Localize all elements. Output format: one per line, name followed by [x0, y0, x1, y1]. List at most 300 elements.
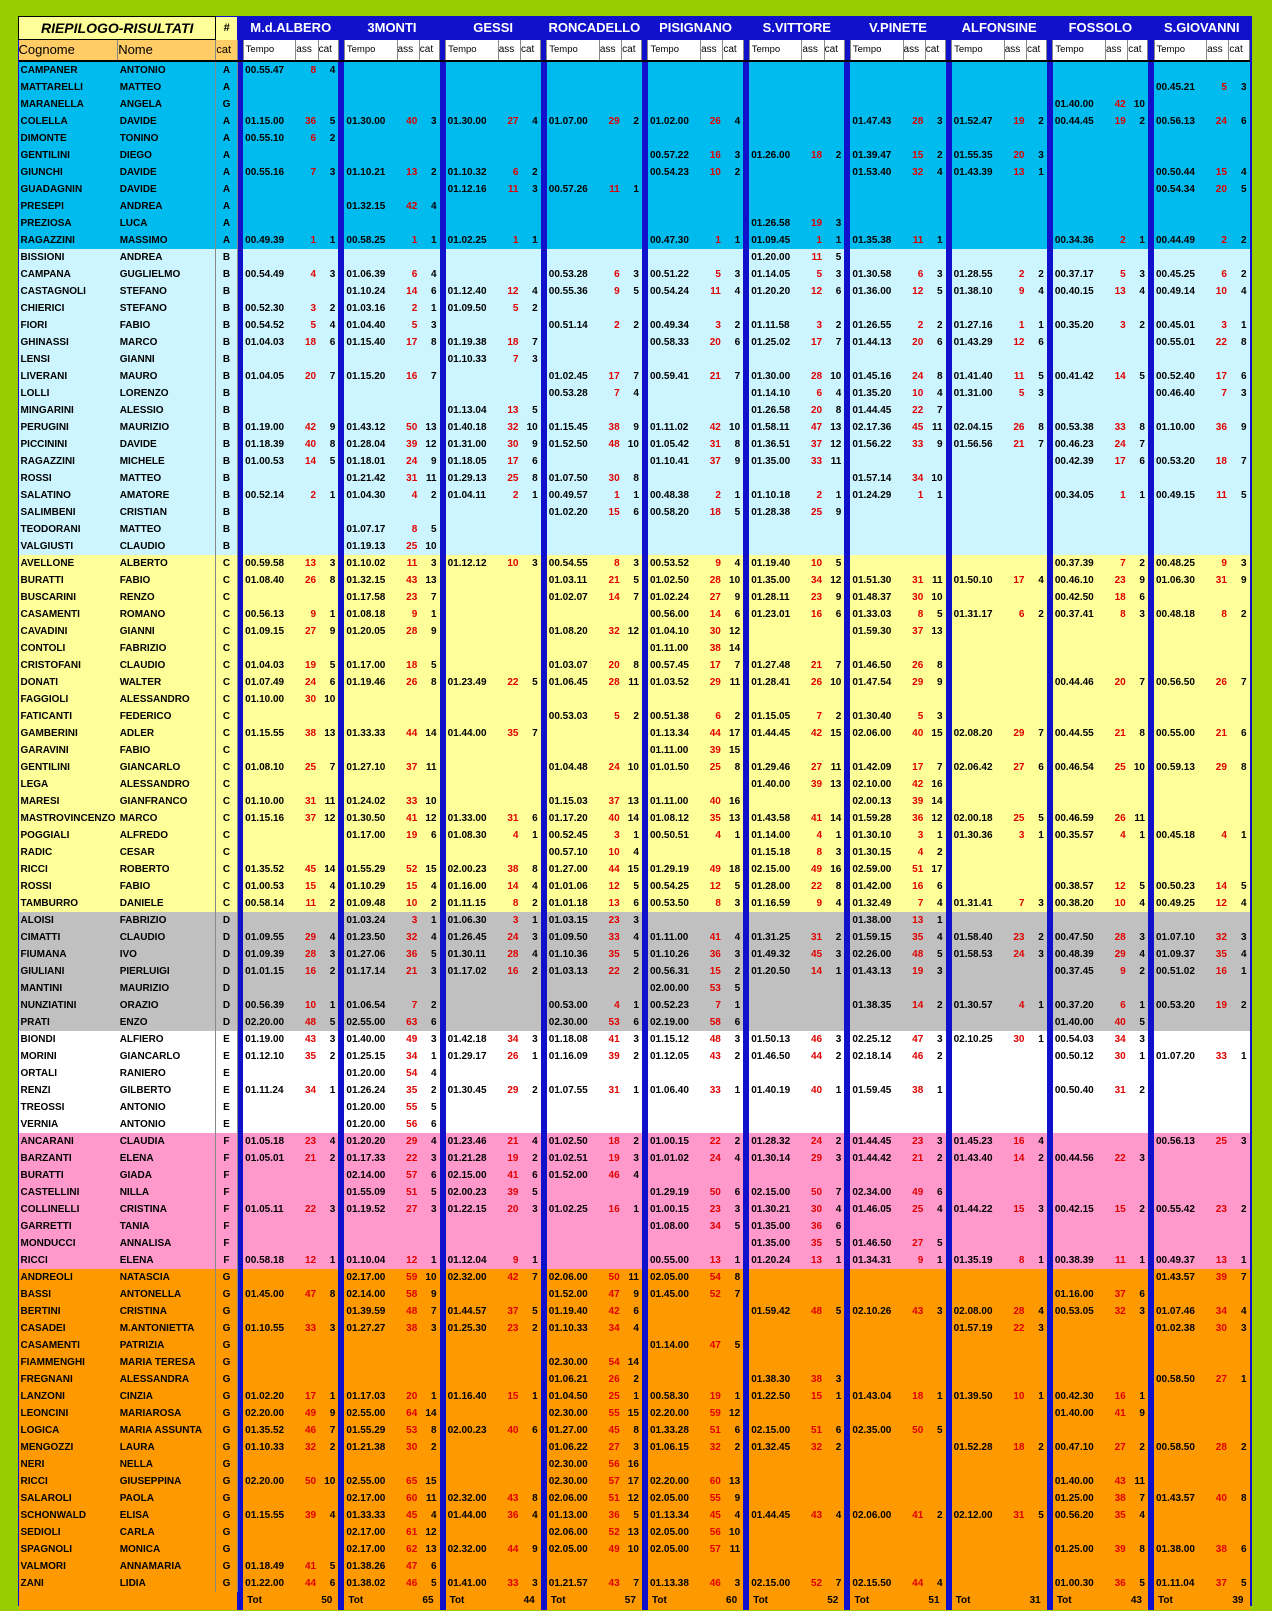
- result-category-position: 2: [824, 317, 844, 334]
- result-overall-position: 30: [701, 623, 723, 640]
- result-category-position: [520, 61, 540, 79]
- result-overall-position: [397, 640, 419, 657]
- result-overall-position: [1105, 1320, 1127, 1337]
- table-row: [19, 1099, 1250, 1116]
- result-time: 01.28.04: [344, 436, 397, 453]
- result-overall-position: 14: [701, 606, 723, 623]
- table-row: [19, 249, 1250, 266]
- result-time: [952, 912, 1005, 929]
- result-overall-position: 6: [802, 385, 824, 402]
- result-category-position: 8: [723, 759, 743, 776]
- athlete-surname: GHINASSI: [19, 334, 118, 351]
- athlete-name: ADLER: [118, 725, 216, 742]
- result-overall-position: [802, 1320, 824, 1337]
- athlete-category: G: [216, 1575, 237, 1592]
- result-category-position: 1: [419, 1252, 439, 1269]
- result-overall-position: 49: [903, 1184, 925, 1201]
- result-time: [952, 623, 1005, 640]
- result-category-position: 1: [925, 912, 945, 929]
- result-time: [446, 776, 499, 793]
- result-time: [446, 215, 499, 232]
- result-overall-position: [1004, 1116, 1026, 1133]
- result-category-position: 11: [1128, 810, 1148, 827]
- result-overall-position: 28: [1207, 1439, 1229, 1456]
- result-overall-position: [1207, 1456, 1229, 1473]
- result-category-position: [318, 1218, 338, 1235]
- race-name: V.PINETE: [850, 17, 945, 40]
- result-time: 01.22.15: [446, 1201, 499, 1218]
- result-overall-position: [1207, 61, 1229, 79]
- result-category-position: 5: [723, 504, 743, 521]
- result-category-position: [723, 1065, 743, 1082]
- result-overall-position: 38: [599, 419, 621, 436]
- result-time: [1053, 1235, 1106, 1252]
- result-category-position: 3: [1229, 1320, 1250, 1337]
- result-category-position: [723, 198, 743, 215]
- result-overall-position: 35: [296, 1048, 318, 1065]
- result-category-position: 4: [1128, 1507, 1148, 1524]
- result-time: [1053, 776, 1106, 793]
- result-overall-position: 12: [296, 1252, 318, 1269]
- result-overall-position: 54: [701, 1269, 723, 1286]
- header-ass: ass: [599, 40, 621, 62]
- result-time: [547, 351, 600, 368]
- result-time: 01.12.05: [648, 1048, 701, 1065]
- result-time: [952, 453, 1005, 470]
- table-row: [19, 1507, 1250, 1524]
- result-time: [243, 1065, 296, 1082]
- result-overall-position: 1: [296, 232, 318, 249]
- result-time: 01.03.13: [547, 963, 600, 980]
- result-category-position: 9: [1128, 1405, 1148, 1422]
- result-category-position: [520, 1235, 540, 1252]
- result-time: 01.52.00: [547, 1167, 600, 1184]
- result-time: 02.15.00: [446, 1167, 499, 1184]
- result-category-position: [1128, 470, 1148, 487]
- athlete-name: DAVIDE: [118, 181, 216, 198]
- result-category-position: 2: [824, 147, 844, 164]
- result-overall-position: 20: [599, 657, 621, 674]
- result-time: [1053, 912, 1106, 929]
- race-name: M.d.ALBERO: [243, 17, 338, 40]
- result-time: 01.33.33: [344, 725, 397, 742]
- result-category-position: [925, 1116, 945, 1133]
- result-time: 01.07.20: [1154, 1048, 1207, 1065]
- result-overall-position: 25: [903, 1201, 925, 1218]
- result-time: 01.38.00: [850, 912, 903, 929]
- result-time: [749, 1269, 802, 1286]
- result-category-position: 5: [925, 606, 945, 623]
- result-time: 01.52.00: [547, 1286, 600, 1303]
- result-category-position: 4: [1229, 946, 1250, 963]
- result-time: 01.13.04: [446, 402, 499, 419]
- result-category-position: 2: [419, 487, 439, 504]
- result-overall-position: [397, 504, 419, 521]
- athlete-category: G: [216, 1422, 237, 1439]
- result-time: [446, 61, 499, 79]
- result-category-position: 3: [925, 1133, 945, 1150]
- result-category-position: 4: [1229, 895, 1250, 912]
- result-category-position: [1026, 232, 1046, 249]
- result-overall-position: [903, 1167, 925, 1184]
- result-time: 01.01.02: [648, 1150, 701, 1167]
- result-category-position: [520, 504, 540, 521]
- result-category-position: 1: [520, 487, 540, 504]
- athlete-category: B: [216, 436, 237, 453]
- result-overall-position: [802, 912, 824, 929]
- result-overall-position: 7: [903, 895, 925, 912]
- result-category-position: [1026, 1167, 1046, 1184]
- result-overall-position: 44: [498, 1541, 520, 1558]
- result-category-position: [1128, 1065, 1148, 1082]
- athlete-category: G: [216, 1490, 237, 1507]
- result-overall-position: 29: [1105, 946, 1127, 963]
- result-category-position: [622, 147, 642, 164]
- result-time: 01.06.30: [446, 912, 499, 929]
- result-category-position: 9: [318, 419, 338, 436]
- result-overall-position: 3: [498, 912, 520, 929]
- result-time: 01.30.45: [446, 1082, 499, 1099]
- result-overall-position: 5: [1105, 266, 1127, 283]
- result-time: [1053, 249, 1106, 266]
- result-time: 01.45.00: [243, 1286, 296, 1303]
- result-category-position: [824, 691, 844, 708]
- result-category-position: 3: [318, 555, 338, 572]
- athlete-surname: LIVERANI: [19, 368, 118, 385]
- result-category-position: [1128, 402, 1148, 419]
- result-category-position: [1229, 1405, 1250, 1422]
- result-category-position: 4: [1026, 1133, 1046, 1150]
- result-overall-position: [903, 742, 925, 759]
- result-time: [1154, 436, 1207, 453]
- result-category-position: [520, 691, 540, 708]
- result-overall-position: 10: [1105, 895, 1127, 912]
- result-overall-position: [498, 368, 520, 385]
- result-overall-position: 5: [498, 300, 520, 317]
- race-name: PISIGNANO: [648, 17, 743, 40]
- result-time: 01.06.30: [1154, 572, 1207, 589]
- result-category-position: 4: [520, 1133, 540, 1150]
- athlete-category: F: [216, 1167, 237, 1184]
- result-time: [850, 181, 903, 198]
- result-time: [446, 1524, 499, 1541]
- result-category-position: 1: [520, 232, 540, 249]
- athlete-category: E: [216, 1082, 237, 1099]
- result-category-position: 6: [723, 1014, 743, 1031]
- result-overall-position: 44: [296, 1575, 318, 1592]
- result-time: 01.17.00: [344, 657, 397, 674]
- result-time: 01.52.47: [952, 113, 1005, 130]
- result-category-position: [824, 351, 844, 368]
- result-overall-position: 21: [802, 657, 824, 674]
- result-category-position: [723, 1116, 743, 1133]
- result-category-position: 7: [1229, 453, 1250, 470]
- result-category-position: 2: [925, 844, 945, 861]
- result-time: 01.26.58: [749, 402, 802, 419]
- result-time: [850, 61, 903, 79]
- result-category-position: 7: [1128, 674, 1148, 691]
- result-category-position: [723, 351, 743, 368]
- table-row: [19, 1235, 1250, 1252]
- result-category-position: [723, 691, 743, 708]
- athlete-surname: CRISTOFANI: [19, 657, 118, 674]
- result-time: 00.49.15: [1154, 487, 1207, 504]
- result-category-position: [318, 742, 338, 759]
- result-category-position: 2: [1128, 963, 1148, 980]
- result-category-position: 2: [824, 1048, 844, 1065]
- result-time: [1053, 1371, 1106, 1388]
- result-overall-position: [1105, 1354, 1127, 1371]
- result-overall-position: 58: [701, 1014, 723, 1031]
- athlete-name: FABRIZIO: [118, 640, 216, 657]
- result-category-position: 4: [419, 1507, 439, 1524]
- result-time: 02.15.00: [749, 1184, 802, 1201]
- result-category-position: [419, 215, 439, 232]
- result-overall-position: 29: [296, 929, 318, 946]
- result-time: [446, 198, 499, 215]
- result-category-position: [925, 1541, 945, 1558]
- table-row: [19, 861, 1250, 878]
- result-category-position: [723, 79, 743, 96]
- athlete-surname: RENZI: [19, 1082, 118, 1099]
- athlete-name: M.ANTONIETTA: [118, 1320, 216, 1337]
- result-time: [344, 79, 397, 96]
- result-time: 00.59.13: [1154, 759, 1207, 776]
- table-row: [19, 232, 1250, 249]
- result-overall-position: [1004, 1286, 1026, 1303]
- result-category-position: 2: [318, 963, 338, 980]
- result-time: [952, 691, 1005, 708]
- result-time: [1053, 708, 1106, 725]
- result-overall-position: 46: [296, 1422, 318, 1439]
- table-row: [19, 300, 1250, 317]
- result-overall-position: 4: [397, 487, 419, 504]
- result-overall-position: 31: [296, 793, 318, 810]
- result-time: 01.45.16: [850, 368, 903, 385]
- result-overall-position: [498, 1439, 520, 1456]
- result-overall-position: [599, 521, 621, 538]
- header-tempo: Tempo: [850, 40, 903, 62]
- result-time: [749, 997, 802, 1014]
- result-category-position: 2: [520, 1150, 540, 1167]
- result-category-position: [1229, 1524, 1250, 1541]
- athlete-surname: GIUNCHI: [19, 164, 118, 181]
- total-label: Tot: [1154, 1592, 1207, 1610]
- result-time: [547, 1252, 600, 1269]
- result-category-position: [824, 1524, 844, 1541]
- table-row: [19, 1082, 1250, 1099]
- result-overall-position: 7: [498, 351, 520, 368]
- result-time: 01.30.11: [446, 946, 499, 963]
- result-time: [547, 1558, 600, 1575]
- result-time: [952, 640, 1005, 657]
- result-overall-position: 14: [498, 878, 520, 895]
- result-time: 01.38.02: [344, 1575, 397, 1592]
- result-overall-position: [599, 1099, 621, 1116]
- result-time: [749, 61, 802, 79]
- result-overall-position: 10: [599, 844, 621, 861]
- result-category-position: [1128, 980, 1148, 997]
- result-time: 01.56.22: [850, 436, 903, 453]
- result-time: [952, 1048, 1005, 1065]
- hash-cell: #: [216, 17, 237, 40]
- result-time: [547, 1065, 600, 1082]
- result-category-position: 9: [419, 623, 439, 640]
- result-overall-position: [1105, 640, 1127, 657]
- athlete-category: A: [216, 181, 237, 198]
- result-overall-position: 35: [701, 810, 723, 827]
- result-overall-position: [903, 1524, 925, 1541]
- result-time: [1154, 521, 1207, 538]
- result-time: [749, 1456, 802, 1473]
- result-overall-position: [903, 1014, 925, 1031]
- athlete-name: MICHELE: [118, 453, 216, 470]
- athlete-surname: CIMATTI: [19, 929, 118, 946]
- athlete-surname: MARESI: [19, 793, 118, 810]
- result-overall-position: 12: [397, 1252, 419, 1269]
- result-time: 01.39.47: [850, 147, 903, 164]
- result-time: 01.57.14: [850, 470, 903, 487]
- result-category-position: 10: [622, 436, 642, 453]
- result-category-position: [520, 1473, 540, 1490]
- result-category-position: [1128, 742, 1148, 759]
- result-time: [952, 1218, 1005, 1235]
- result-category-position: 1: [318, 487, 338, 504]
- result-time: 01.07.00: [547, 113, 600, 130]
- result-time: 01.10.24: [344, 283, 397, 300]
- result-time: 01.04.48: [547, 759, 600, 776]
- result-time: 01.19.40: [749, 555, 802, 572]
- result-overall-position: 19: [599, 1150, 621, 1167]
- result-category-position: [925, 1320, 945, 1337]
- result-time: [1053, 1116, 1106, 1133]
- result-overall-position: 14: [903, 997, 925, 1014]
- result-time: [952, 878, 1005, 895]
- result-time: 01.10.00: [243, 793, 296, 810]
- athlete-surname: FIUMANA: [19, 946, 118, 963]
- result-time: 01.16.09: [547, 1048, 600, 1065]
- result-category-position: 4: [723, 113, 743, 130]
- result-category-position: [1026, 61, 1046, 79]
- result-time: 01.15.45: [547, 419, 600, 436]
- result-category-position: [723, 1320, 743, 1337]
- result-time: 01.05.42: [648, 436, 701, 453]
- result-category-position: [723, 1167, 743, 1184]
- result-overall-position: 29: [903, 674, 925, 691]
- result-time: [648, 96, 701, 113]
- result-category-position: [622, 1252, 642, 1269]
- athlete-category: F: [216, 1184, 237, 1201]
- result-category-position: [925, 1286, 945, 1303]
- table-row: [19, 1388, 1250, 1405]
- result-overall-position: [802, 742, 824, 759]
- result-category-position: [824, 980, 844, 997]
- result-category-position: 4: [318, 317, 338, 334]
- result-overall-position: [1004, 674, 1026, 691]
- result-time: 02.32.00: [446, 1541, 499, 1558]
- result-overall-position: 17: [498, 453, 520, 470]
- result-time: [344, 1218, 397, 1235]
- result-overall-position: [1105, 912, 1127, 929]
- result-overall-position: [1207, 912, 1229, 929]
- result-time: 00.52.45: [547, 827, 600, 844]
- result-time: [1154, 1167, 1207, 1184]
- result-category-position: [723, 1456, 743, 1473]
- result-overall-position: [1207, 1099, 1229, 1116]
- result-category-position: [1128, 147, 1148, 164]
- athlete-category: D: [216, 980, 237, 997]
- table-row: [19, 1558, 1250, 1575]
- result-overall-position: 50: [599, 1269, 621, 1286]
- result-time: [243, 1167, 296, 1184]
- result-category-position: 2: [1026, 113, 1046, 130]
- result-time: [648, 1116, 701, 1133]
- result-time: 01.58.53: [952, 946, 1005, 963]
- result-category-position: [1128, 640, 1148, 657]
- result-time: 01.25.15: [344, 1048, 397, 1065]
- result-time: 01.09.50: [547, 929, 600, 946]
- result-overall-position: [296, 1099, 318, 1116]
- result-time: 01.40.00: [1053, 1405, 1106, 1422]
- result-category-position: 2: [925, 1150, 945, 1167]
- result-category-position: [925, 1456, 945, 1473]
- result-time: 01.03.11: [547, 572, 600, 589]
- result-category-position: 1: [1026, 317, 1046, 334]
- result-category-position: 3: [622, 1150, 642, 1167]
- result-overall-position: 20: [802, 402, 824, 419]
- result-category-position: 10: [925, 470, 945, 487]
- result-category-position: 5: [925, 1422, 945, 1439]
- result-time: [1053, 1524, 1106, 1541]
- result-overall-position: 39: [296, 1507, 318, 1524]
- result-overall-position: [1207, 640, 1229, 657]
- result-category-position: 12: [824, 436, 844, 453]
- result-category-position: 1: [622, 997, 642, 1014]
- result-time: 01.13.34: [648, 725, 701, 742]
- result-time: [749, 130, 802, 147]
- result-time: [749, 1167, 802, 1184]
- result-category-position: [520, 215, 540, 232]
- result-overall-position: 8: [802, 844, 824, 861]
- result-time: [1154, 861, 1207, 878]
- result-category-position: 5: [1128, 1014, 1148, 1031]
- athlete-category: B: [216, 317, 237, 334]
- result-category-position: 13: [419, 419, 439, 436]
- result-overall-position: 2: [1105, 232, 1127, 249]
- race-name: GESSI: [446, 17, 541, 40]
- result-overall-position: [296, 742, 318, 759]
- result-time: 01.11.24: [243, 1082, 296, 1099]
- result-category-position: [1026, 623, 1046, 640]
- result-category-position: 10: [723, 572, 743, 589]
- result-category-position: 2: [419, 1082, 439, 1099]
- header-tempo: Tempo: [749, 40, 802, 62]
- result-category-position: [925, 504, 945, 521]
- result-time: [952, 657, 1005, 674]
- athlete-surname: VALMORI: [19, 1558, 118, 1575]
- result-time: 02.00.23: [446, 1422, 499, 1439]
- result-overall-position: 6: [498, 164, 520, 181]
- result-overall-position: [498, 1286, 520, 1303]
- result-overall-position: [498, 997, 520, 1014]
- result-overall-position: 27: [701, 589, 723, 606]
- result-time: 01.17.20: [547, 810, 600, 827]
- result-time: 01.02.50: [547, 1133, 600, 1150]
- result-category-position: 3: [723, 147, 743, 164]
- result-overall-position: [1207, 1286, 1229, 1303]
- result-time: [1154, 1150, 1207, 1167]
- result-time: [648, 385, 701, 402]
